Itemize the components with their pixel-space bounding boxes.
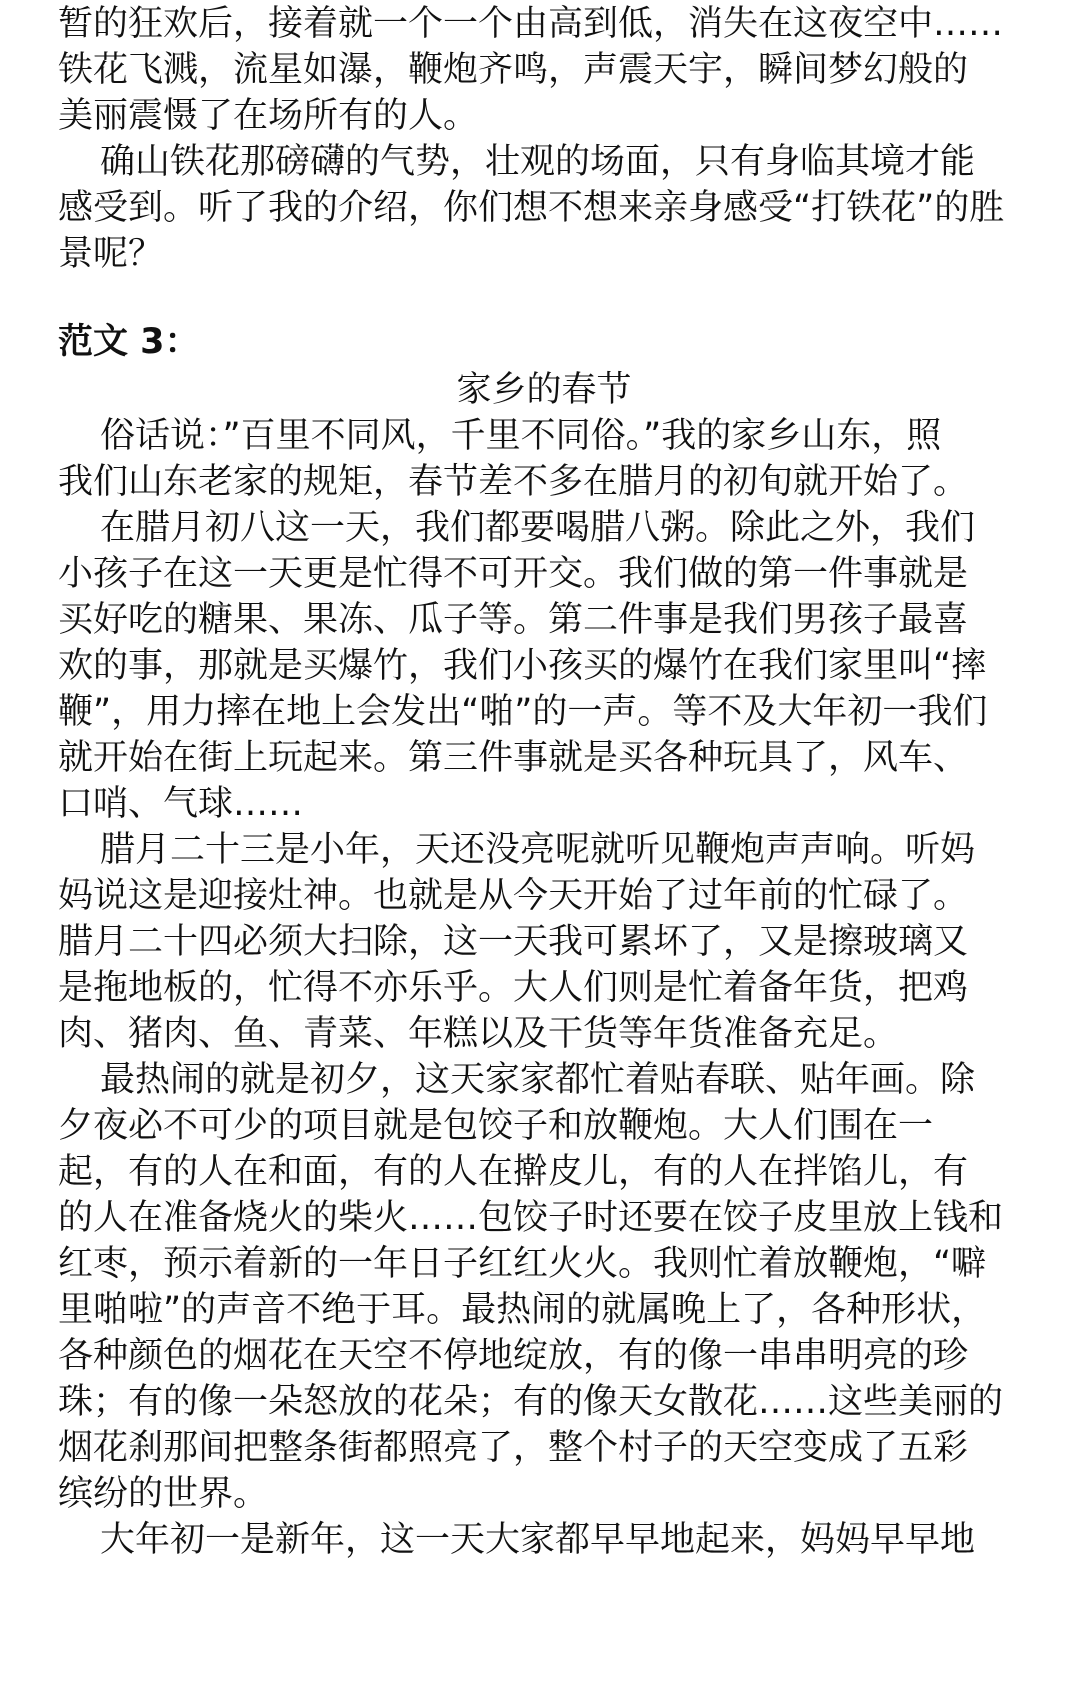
- section-heading: 范文 3：: [58, 322, 200, 362]
- text-line: 起，有的人在和面，有的人在擀皮儿，有的人在拌馅儿，有: [58, 1152, 969, 1192]
- text-line: 鞭”，用力摔在地上会发出“啪”的一声。等不及大年初一我们: [58, 692, 988, 732]
- text-line: 景呢？: [58, 234, 164, 274]
- paragraph-start-line: 大年初一是新年，这一天大家都早早地起来，妈妈早早地: [100, 1520, 976, 1560]
- text-line: 暂的狂欢后，接着就一个一个由高到低，消失在这夜空中……: [58, 4, 1004, 44]
- text-line: 铁花飞溅，流星如瀑，鞭炮齐鸣，声震天宇，瞬间梦幻般的: [58, 50, 969, 90]
- paragraph-start-line: 确山铁花那磅礴的气势，壮观的场面，只有身临其境才能: [100, 142, 976, 182]
- text-line: 小孩子在这一天更是忙得不可开交。我们做的第一件事就是: [58, 554, 969, 594]
- paragraph-start-line: 腊月二十三是小年，天还没亮呢就听见鞭炮声声响。听妈: [100, 830, 976, 870]
- text-line: 肉、猪肉、鱼、青菜、年糕以及干货等年货准备充足。: [58, 1014, 899, 1054]
- text-line: 感受到。听了我的介绍，你们想不想来亲身感受“打铁花”的胜: [58, 188, 1005, 228]
- text-line: 美丽震慑了在场所有的人。: [58, 96, 479, 136]
- paragraph-start-line: 在腊月初八这一天，我们都要喝腊八粥。除此之外，我们: [100, 508, 976, 548]
- text-line: 我们山东老家的规矩，春节差不多在腊月的初旬就开始了。: [58, 462, 969, 502]
- text-line: 是拖地板的，忙得不亦乐乎。大人们则是忙着备年货，把鸡: [58, 968, 969, 1008]
- text-line: 各种颜色的烟花在天空不停地绽放，有的像一串串明亮的珍: [58, 1336, 969, 1376]
- text-line: 里啪啦”的声音不绝于耳。最热闹的就属晚上了，各种形状，: [58, 1290, 987, 1330]
- essay-title: 家乡的春节: [456, 370, 632, 410]
- text-line: 夕夜必不可少的项目就是包饺子和放鞭炮。大人们围在一: [58, 1106, 934, 1146]
- paragraph-start-line: 俗话说：”百里不同风，千里不同俗。”我的家乡山东，照: [100, 416, 942, 456]
- text-line: 烟花刹那间把整条街都照亮了，整个村子的天空变成了五彩: [58, 1428, 969, 1468]
- text-line: 口哨、气球……: [58, 784, 304, 824]
- paragraph-start-line: 最热闹的就是初夕，这天家家都忙着贴春联、贴年画。除: [100, 1060, 976, 1100]
- text-line: 欢的事，那就是买爆竹，我们小孩买的爆竹在我们家里叫“摔: [58, 646, 987, 686]
- text-line: 红枣，预示着新的一年日子红红火火。我则忙着放鞭炮，“噼: [58, 1244, 987, 1284]
- text-line: 的人在准备烧火的柴火……包饺子时还要在饺子皮里放上钱和: [58, 1198, 1004, 1238]
- text-line: 就开始在街上玩起来。第三件事就是买各种玩具了，风车、: [58, 738, 969, 778]
- text-line: 腊月二十四必须大扫除，这一天我可累坏了，又是擦玻璃又: [58, 922, 969, 962]
- text-line: 缤纷的世界。: [58, 1474, 269, 1514]
- text-line: 珠；有的像一朵怒放的花朵；有的像天女散花……这些美丽的: [58, 1382, 1004, 1422]
- text-line: 妈说这是迎接灶神。也就是从今天开始了过年前的忙碌了。: [58, 876, 969, 916]
- text-line: 买好吃的糖果、果冻、瓜子等。第二件事是我们男孩子最喜: [58, 600, 969, 640]
